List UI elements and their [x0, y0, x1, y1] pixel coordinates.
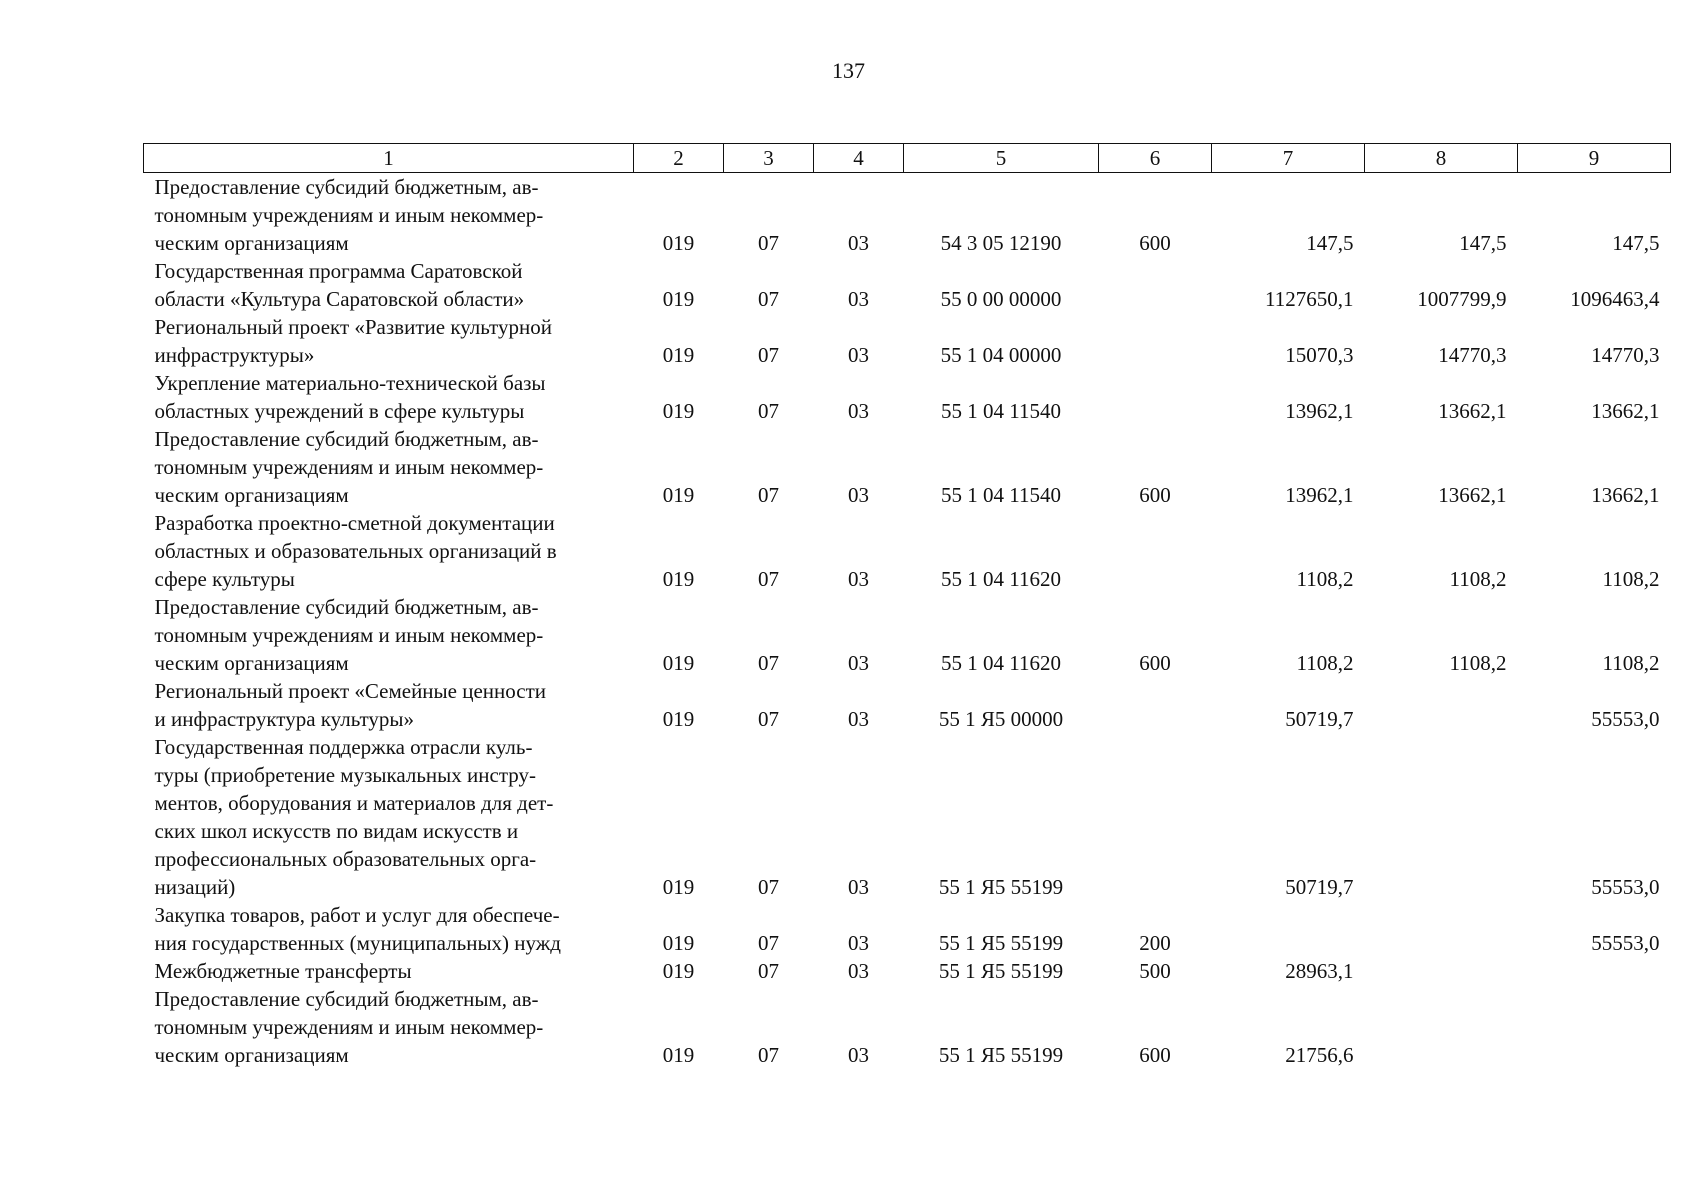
header-col-9: 9: [1518, 144, 1671, 173]
section-code: 07: [758, 931, 779, 955]
table-row: [144, 257, 1671, 313]
row-name-line: тономным учреждениям и иным некоммер-: [154, 623, 544, 647]
row-name: [144, 901, 634, 957]
target-article-code: 55 1 04 11540: [941, 483, 1061, 507]
amount-year-2: 1108,2: [1449, 567, 1507, 591]
row-name-line: Разработка проектно-сметной документации: [154, 511, 555, 535]
section-code: 07: [758, 875, 779, 899]
amount-year-3: 55553,0: [1591, 875, 1660, 899]
row-name-line: Укрепление материально-технической базы: [154, 371, 546, 395]
amount-year-2: [1365, 677, 1518, 733]
row-name-line: ческим организациям: [154, 1043, 349, 1067]
department-code: 019: [662, 959, 695, 983]
row-name: [144, 677, 634, 733]
expense-type-code: 600: [1139, 231, 1171, 255]
target-article-code: 55 1 Я5 55199: [938, 1043, 1064, 1067]
row-name: [144, 425, 634, 509]
amount-year-2: [1365, 985, 1518, 1069]
department-code: 019: [662, 931, 695, 955]
header-row: [144, 144, 1671, 173]
amount-year-1: 147,5: [1306, 231, 1354, 255]
header-col-6: 6: [1099, 144, 1212, 173]
amount-year-3: 55553,0: [1591, 931, 1660, 955]
amount-year-1: 15070,3: [1285, 343, 1354, 367]
target-article-code: 55 1 Я5 55199: [938, 875, 1064, 899]
row-name-line: ческим организациям: [154, 483, 349, 507]
section-code: 07: [758, 483, 779, 507]
row-name-line: Межбюджетные трансферты: [154, 959, 412, 983]
section-code: 07: [758, 959, 779, 983]
row-name: [144, 369, 634, 425]
row-name-line: области «Культура Саратовской области»: [154, 287, 525, 311]
target-article-code: 55 1 04 11540: [941, 399, 1061, 423]
amount-year-2: 1108,2: [1449, 651, 1507, 675]
expense-type-code: [1099, 509, 1212, 593]
department-code: 019: [662, 707, 695, 731]
row-name-line: Закупка товаров, работ и услуг для обеспече-: [154, 903, 560, 927]
row-name-line: профессиональных образовательных орга-: [154, 847, 537, 871]
amount-year-1: 13962,1: [1285, 483, 1354, 507]
header-col-7: 7: [1212, 144, 1365, 173]
section-code: 07: [758, 231, 779, 255]
amount-year-1: 1127650,1: [1265, 287, 1354, 311]
row-name-line: инфраструктуры»: [154, 343, 315, 367]
expense-type-code: [1099, 257, 1212, 313]
amount-year-3: 147,5: [1612, 231, 1660, 255]
table-row: [144, 677, 1671, 733]
row-name: [144, 957, 634, 985]
amount-year-2: 14770,3: [1438, 343, 1507, 367]
department-code: 019: [662, 651, 695, 675]
header-col-4: 4: [814, 144, 904, 173]
row-name-line: ческим организациям: [154, 231, 349, 255]
amount-year-2: 1007799,9: [1417, 287, 1507, 311]
section-code: 07: [758, 651, 779, 675]
row-name-line: тономным учреждениям и иным некоммер-: [154, 455, 544, 479]
target-article-code: 55 1 04 11620: [941, 651, 1061, 675]
row-name-line: Предоставление субсидий бюджетным, ав-: [154, 427, 539, 451]
row-name-line: ментов, оборудования и материалов для дет-: [154, 791, 554, 815]
subsection-code: 03: [848, 959, 869, 983]
row-name-line: сфере культуры: [154, 567, 295, 591]
row-name: [144, 509, 634, 593]
row-name-line: областных учреждений в сфере культуры: [154, 399, 525, 423]
amount-year-3: 13662,1: [1591, 399, 1660, 423]
department-code: 019: [662, 399, 695, 423]
amount-year-3: 1096463,4: [1570, 287, 1660, 311]
row-name-line: Государственная программа Саратовской: [154, 259, 523, 283]
subsection-code: 03: [848, 483, 869, 507]
header-col-8: 8: [1365, 144, 1518, 173]
row-name-line: и инфраструктура культуры»: [154, 707, 415, 731]
expense-type-code: 200: [1139, 931, 1171, 955]
amount-year-1: [1212, 901, 1365, 957]
target-article-code: 55 1 Я5 55199: [938, 959, 1064, 983]
expense-type-code: [1099, 733, 1212, 901]
header-col-1: 1: [144, 144, 634, 173]
target-article-code: 54 3 05 12190: [940, 231, 1062, 255]
row-name: [144, 257, 634, 313]
amount-year-1: 1108,2: [1296, 651, 1354, 675]
section-code: 07: [758, 343, 779, 367]
amount-year-3: 55553,0: [1591, 707, 1660, 731]
department-code: 019: [662, 231, 695, 255]
table-row: [144, 509, 1671, 593]
department-code: 019: [662, 1043, 695, 1067]
expense-type-code: [1099, 313, 1212, 369]
table-row: [144, 593, 1671, 677]
target-article-code: 55 1 04 11620: [941, 567, 1061, 591]
amount-year-1: 50719,7: [1285, 875, 1354, 899]
budget-table: [143, 143, 1671, 1069]
department-code: 019: [662, 287, 695, 311]
department-code: 019: [662, 483, 695, 507]
target-article-code: 55 1 Я5 00000: [938, 707, 1064, 731]
row-name-line: ских школ искусств по видам искусств и: [154, 819, 519, 843]
table-row: [144, 901, 1671, 957]
amount-year-3: 14770,3: [1591, 343, 1660, 367]
target-article-code: 55 0 00 00000: [940, 287, 1062, 311]
amount-year-2: [1365, 901, 1518, 957]
header-col-5: 5: [904, 144, 1099, 173]
department-code: 019: [662, 875, 695, 899]
row-name-line: Предоставление субсидий бюджетным, ав-: [154, 987, 539, 1011]
amount-year-2: [1365, 733, 1518, 901]
row-name-line: Региональный проект «Семейные ценности: [154, 679, 547, 703]
row-name-line: ния государственных (муниципальных) нужд: [154, 931, 561, 955]
subsection-code: 03: [848, 343, 869, 367]
subsection-code: 03: [848, 707, 869, 731]
department-code: 019: [662, 343, 695, 367]
expense-type-code: 600: [1139, 1043, 1171, 1067]
row-name-line: тономным учреждениям и иным некоммер-: [154, 203, 544, 227]
section-code: 07: [758, 567, 779, 591]
amount-year-1: 1108,2: [1296, 567, 1354, 591]
section-code: 07: [758, 287, 779, 311]
row-name: [144, 985, 634, 1069]
row-name-line: Государственная поддержка отрасли куль-: [154, 735, 533, 759]
row-name: [144, 173, 634, 258]
target-article-code: 55 1 04 00000: [940, 343, 1062, 367]
amount-year-3: 1108,2: [1602, 567, 1660, 591]
row-name-line: низаций): [154, 875, 236, 899]
header-col-2: 2: [634, 144, 724, 173]
subsection-code: 03: [848, 931, 869, 955]
row-name-line: туры (приобретение музыкальных инстру-: [154, 763, 536, 787]
target-article-code: 55 1 Я5 55199: [938, 931, 1064, 955]
amount-year-3: [1518, 957, 1671, 985]
amount-year-3: 1108,2: [1602, 651, 1660, 675]
table-row: [144, 173, 1671, 258]
row-name: [144, 733, 634, 901]
subsection-code: 03: [848, 287, 869, 311]
row-name: [144, 593, 634, 677]
row-name-line: Предоставление субсидий бюджетным, ав-: [154, 175, 539, 199]
section-code: 07: [758, 707, 779, 731]
subsection-code: 03: [848, 651, 869, 675]
table-row: [144, 425, 1671, 509]
amount-year-2: 13662,1: [1438, 399, 1507, 423]
table-row: [144, 985, 1671, 1069]
amount-year-1: 28963,1: [1285, 959, 1354, 983]
amount-year-3: 13662,1: [1591, 483, 1660, 507]
header-col-3: 3: [724, 144, 814, 173]
amount-year-2: [1365, 957, 1518, 985]
amount-year-1: 50719,7: [1285, 707, 1354, 731]
row-name-line: тономным учреждениям и иным некоммер-: [154, 1015, 544, 1039]
page-number: 137: [832, 58, 865, 83]
expense-type-code: 600: [1139, 483, 1171, 507]
section-code: 07: [758, 1043, 779, 1067]
section-code: 07: [758, 399, 779, 423]
amount-year-2: 147,5: [1459, 231, 1507, 255]
expense-type-code: 600: [1139, 651, 1171, 675]
table-row: [144, 313, 1671, 369]
amount-year-3: [1518, 985, 1671, 1069]
amount-year-1: 13962,1: [1285, 399, 1354, 423]
table-row: [144, 369, 1671, 425]
subsection-code: 03: [848, 875, 869, 899]
amount-year-1: 21756,6: [1285, 1043, 1354, 1067]
amount-year-2: 13662,1: [1438, 483, 1507, 507]
department-code: 019: [662, 567, 695, 591]
row-name-line: областных и образовательных организаций в: [154, 539, 557, 563]
expense-type-code: 500: [1139, 959, 1171, 983]
expense-type-code: [1099, 677, 1212, 733]
row-name: [144, 313, 634, 369]
subsection-code: 03: [848, 1043, 869, 1067]
row-name-line: Региональный проект «Развитие культурной: [154, 315, 552, 339]
subsection-code: 03: [848, 567, 869, 591]
subsection-code: 03: [848, 399, 869, 423]
subsection-code: 03: [848, 231, 869, 255]
expense-type-code: [1099, 369, 1212, 425]
table-header: [144, 144, 1671, 173]
row-name-line: Предоставление субсидий бюджетным, ав-: [154, 595, 539, 619]
table-row: [144, 733, 1671, 901]
table-body: [144, 173, 1671, 1070]
row-name-line: ческим организациям: [154, 651, 349, 675]
table-row: [144, 957, 1671, 985]
